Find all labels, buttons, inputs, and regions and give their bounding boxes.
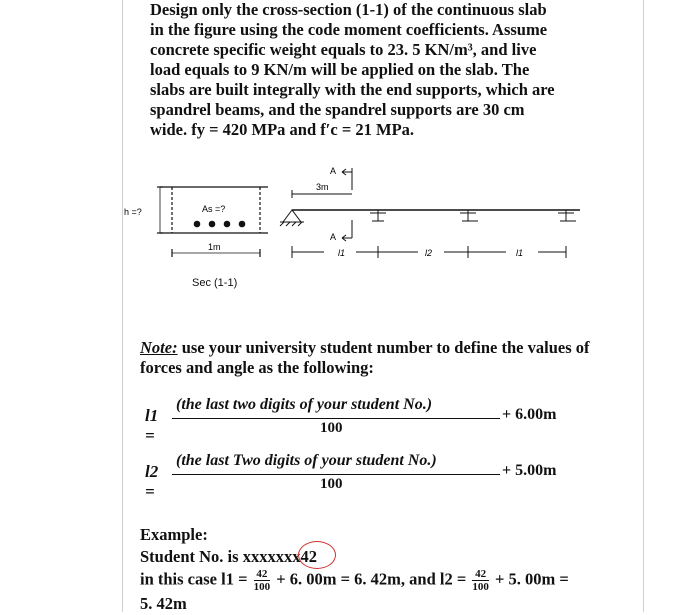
problem-line: slabs are built integrally with the end supports, which are bbox=[150, 80, 555, 99]
case-mid: + 6. 00m = 6. 42m, and l2 = bbox=[276, 569, 467, 589]
example-student-line bbox=[140, 546, 620, 568]
example-title: Example: bbox=[140, 525, 208, 544]
student-prefix: Student No. is xxxxxxx bbox=[140, 547, 301, 566]
formula-lhs: l2 = bbox=[145, 462, 159, 501]
formula-numerator: (the last Two digits of your student No.) bbox=[176, 452, 437, 469]
section-label-top: A bbox=[330, 166, 337, 176]
h-label: h =? bbox=[124, 207, 142, 217]
note-paragraph bbox=[140, 338, 620, 378]
case-end: + 5. 00m = bbox=[495, 569, 569, 589]
problem-line: spandrel beams, and the spandrel supports are 30 cm bbox=[150, 100, 525, 119]
section-caption: Sec (1-1) bbox=[192, 277, 238, 289]
problem-line: concrete specific weight equals to 23. 5 KN/m³, and live bbox=[150, 40, 537, 59]
supports bbox=[280, 210, 576, 226]
highlight-circle bbox=[298, 541, 336, 569]
section-label-bottom: A bbox=[330, 232, 337, 242]
problem-line: wide. fy = 420 MPa and f′c = 21 MPa. bbox=[150, 120, 415, 139]
width-label: 1m bbox=[208, 242, 221, 252]
formula-denominator: 100 bbox=[320, 420, 343, 436]
problem-line: Design only the cross-section (1-1) of the continuous slab bbox=[150, 0, 547, 19]
formula-numerator: (the last two digits of your student No.) bbox=[176, 396, 433, 413]
span-label: l1 bbox=[338, 248, 346, 258]
span-label: l1 bbox=[516, 248, 524, 258]
student-digits: 42 bbox=[300, 547, 317, 566]
problem-line: in the figure using the code moment coefficients. Assume bbox=[150, 20, 548, 39]
slab-diagram bbox=[120, 160, 600, 295]
dim-3m-label: 3m bbox=[316, 182, 329, 192]
rebar-dots bbox=[194, 221, 246, 228]
note-label: Note: bbox=[140, 338, 178, 357]
example-result: 5. 42m bbox=[140, 594, 187, 613]
example-case-line bbox=[140, 568, 620, 593]
problem-statement bbox=[150, 0, 605, 140]
formula-addend: + 5.00m bbox=[502, 462, 557, 479]
formula-addend: + 6.00m bbox=[502, 406, 557, 423]
problem-line: load equals to 9 KN/m will be applied on the slab. The bbox=[150, 60, 530, 79]
formula-denominator: 100 bbox=[320, 476, 343, 492]
section-marker bbox=[292, 168, 352, 241]
example-fraction: $\frac{42}{100}$ bbox=[253, 568, 271, 593]
span-label: l2 bbox=[425, 248, 433, 258]
note-text: use your university student number to define the values of forces and angle as the following: bbox=[140, 338, 590, 377]
formula-lhs: l1 = bbox=[145, 406, 159, 445]
case-prefix: in this case l1 = bbox=[140, 569, 248, 589]
as-label: As =? bbox=[202, 204, 226, 214]
example-block bbox=[140, 524, 620, 615]
example-fraction: $\frac{42}{100}$ bbox=[472, 568, 489, 593]
